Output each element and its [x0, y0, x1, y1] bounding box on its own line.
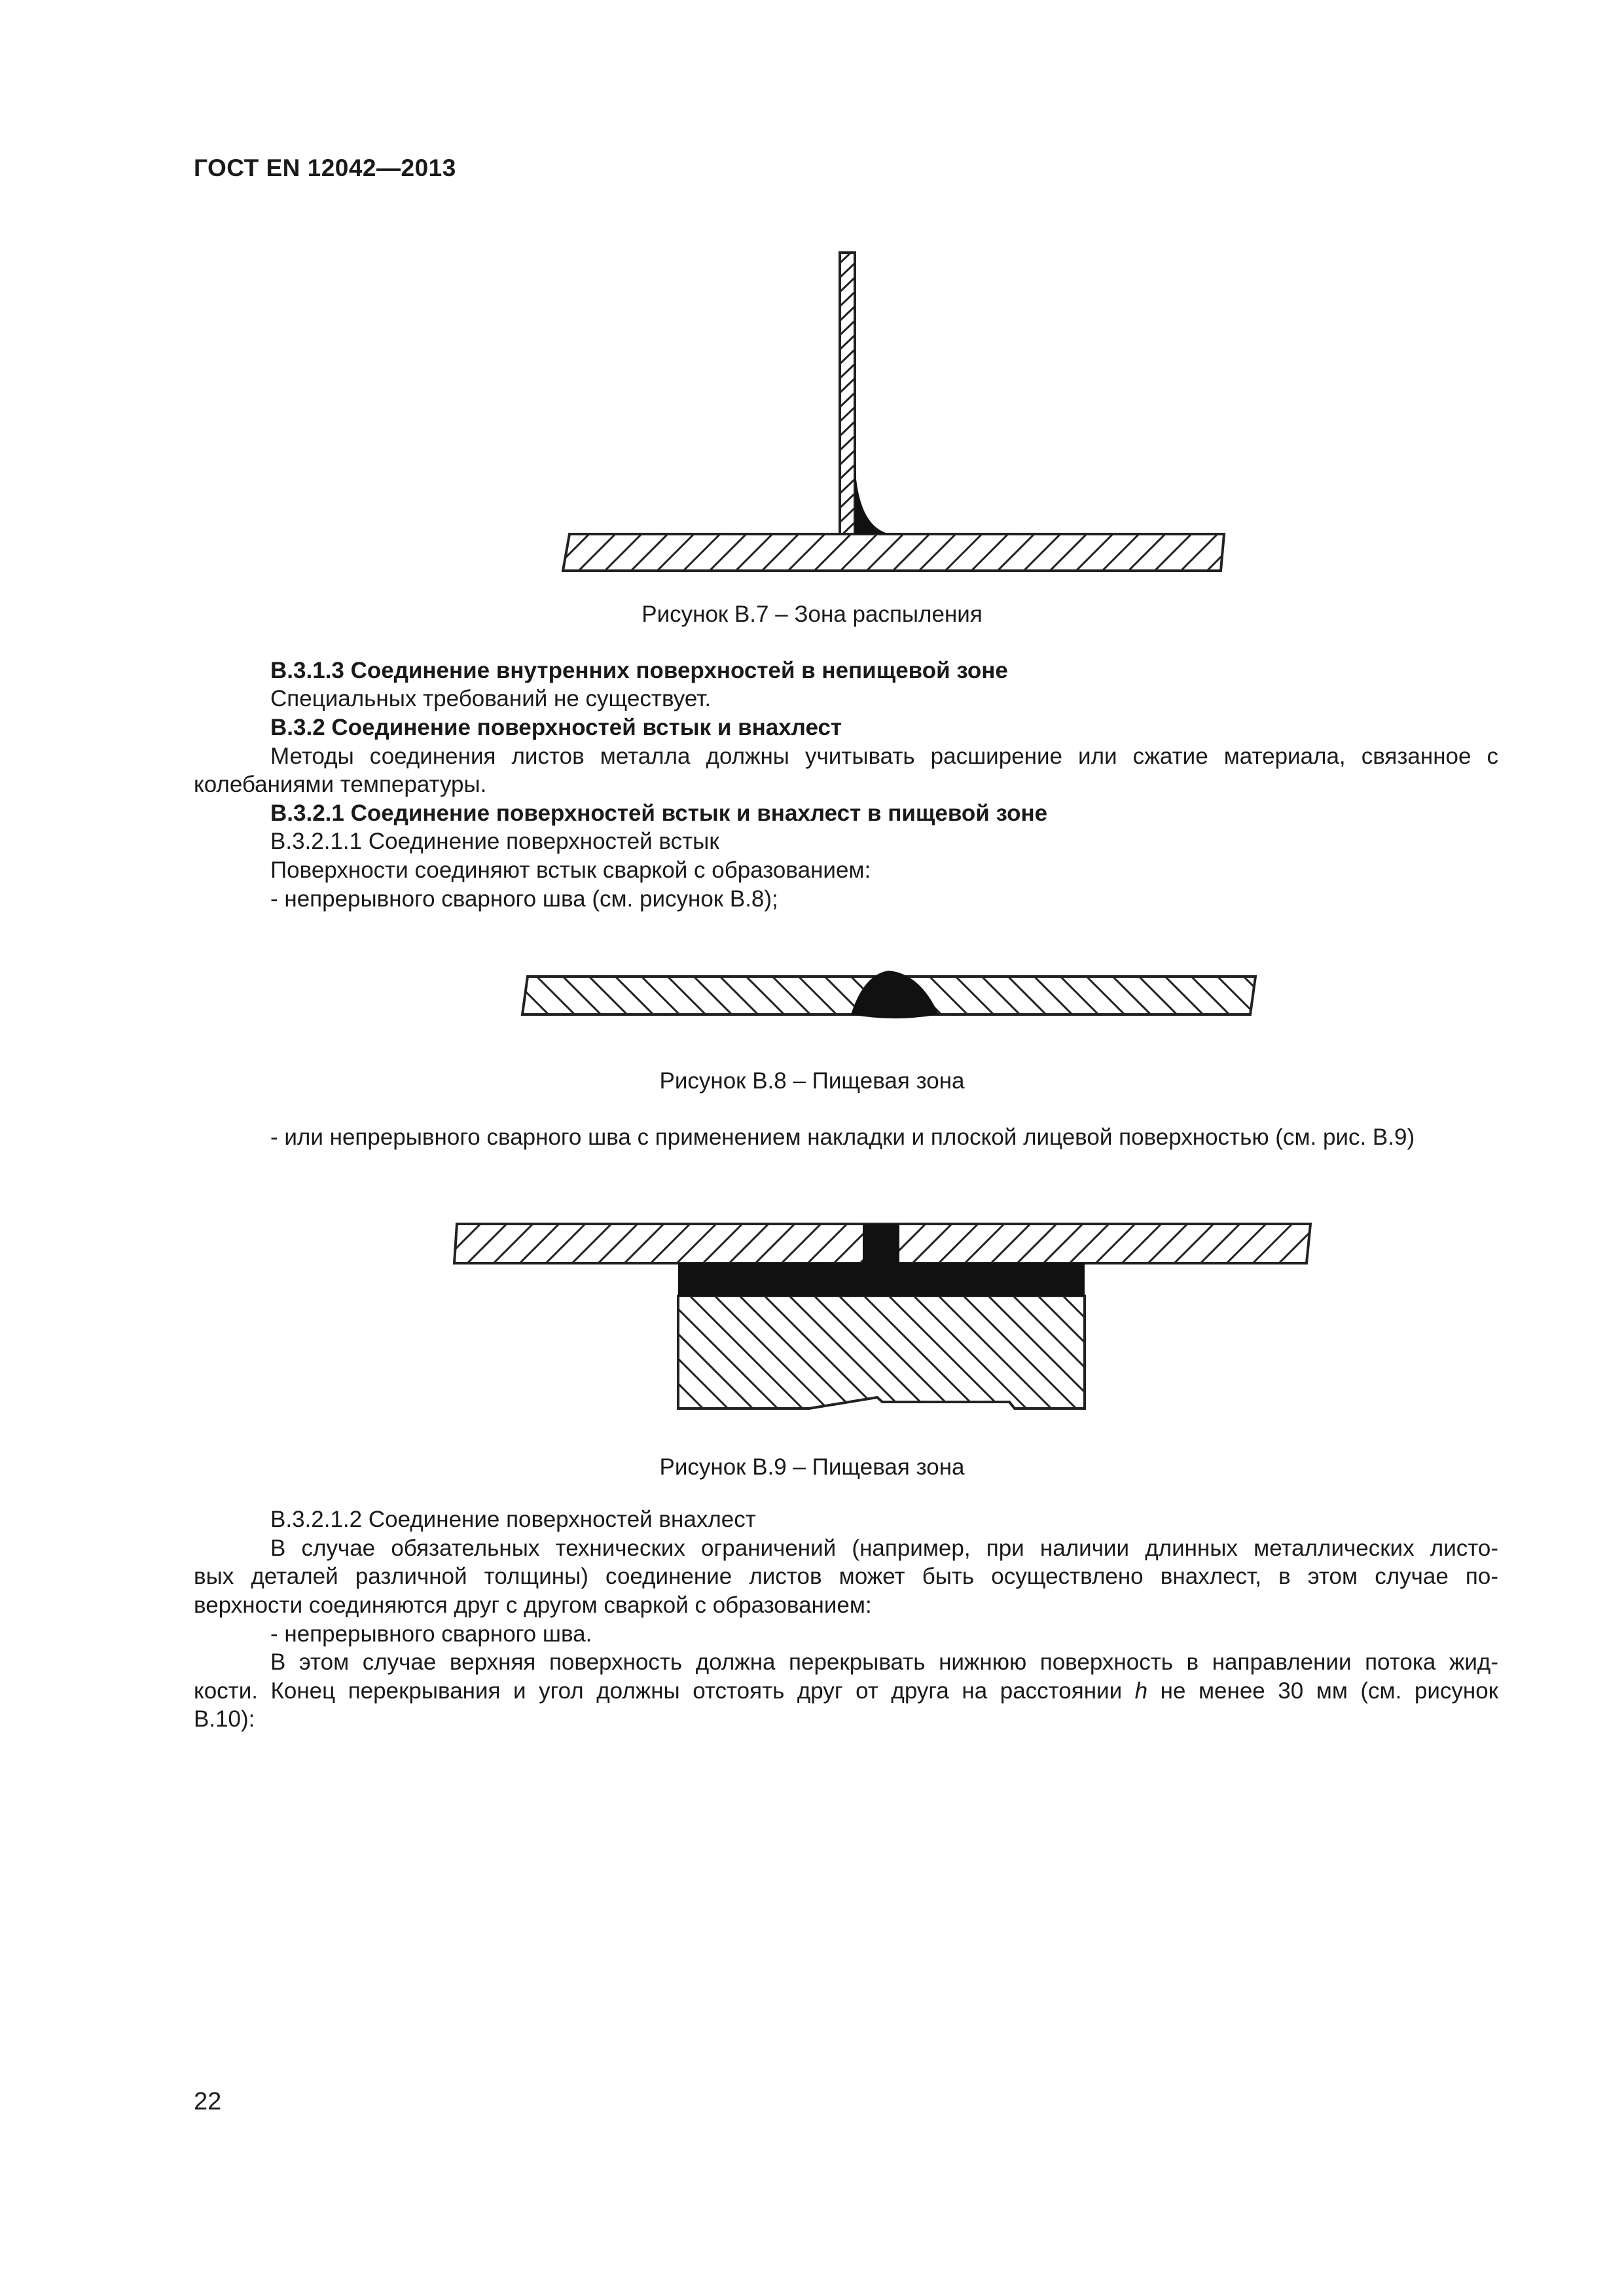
section-b3113-text: Специальных требований не существует.: [270, 686, 712, 711]
section-b3321-heading: В.3.2.1 Соединение поверхностей встык и внахлест в пищевой зоне: [270, 800, 1048, 826]
p2-line2-part-b: не менее 30 мм (см. рисунок: [1147, 1678, 1498, 1704]
section-b33212-p1-line2: вых деталей различной толщины) соединение листов может быть осуществлено внахлест, в этом случае по-: [194, 1564, 1498, 1589]
p2-line2-part-a: кости. Конец перекрывания и угол должны отстоять друг от друга на расстоянии: [194, 1678, 1135, 1704]
h-variable: h: [1134, 1678, 1148, 1704]
figure-b7-drawing: [550, 249, 1231, 589]
section-b33211-item2: - или непрерывного сварного шва с применением накладки и плоской лицевой поверхностью (см. рис. В.9): [270, 1124, 1415, 1150]
section-b33211-item1: - непрерывного сварного шва (см. рисунок В.8);: [270, 886, 778, 912]
section-b33212-p2-line2: [194, 1677, 1498, 1706]
page-number: 22: [194, 2088, 222, 2115]
document-code: ГОСТ EN 12042—2013: [194, 154, 456, 181]
figure-b8-caption: Рисунок В.8 – Пищевая зона: [659, 1068, 965, 1094]
section-b33211-text: Поверхности соединяют встык сваркой с образованием:: [270, 857, 871, 883]
section-b332-text-line2: колебаниями температуры.: [194, 772, 487, 797]
figure-b7-caption: Рисунок В.7 – Зона распыления: [641, 601, 983, 627]
section-b3113-heading: В.3.1.3 Соединение внутренних поверхностей в непищевой зоне: [270, 658, 1008, 683]
section-b33212-item1: - непрерывного сварного шва.: [270, 1621, 592, 1647]
section-b332-heading: В.3.2 Соединение поверхностей встык и внахлест: [270, 715, 842, 740]
figure-b9-drawing: [445, 1211, 1329, 1433]
section-b33212-p1-line1: В случае обязательных технических ограничений (например, при наличии длинных металлических листо-: [270, 1535, 1498, 1561]
section-b33212-heading: В.3.2.1.2 Соединение поверхностей внахлест: [270, 1507, 756, 1532]
section-b332-text-line1: Методы соединения листов металла должны учитывать расширение или сжатие материала, связанное с: [270, 744, 1498, 769]
section-b33212-p2-line3: В.10):: [194, 1706, 255, 1732]
figure-b9-caption: Рисунок В.9 – Пищевая зона: [659, 1454, 965, 1480]
section-b33212-p1-line3: верхности соединяются друг с другом сваркой с образованием:: [194, 1592, 872, 1618]
section-b33212-p2-line1: В этом случае верхняя поверхность должна перекрывать нижнюю поверхность в направлении потока жид-: [270, 1649, 1498, 1675]
figure-b8-drawing: [511, 962, 1270, 1054]
section-b33211-heading: В.3.2.1.1 Соединение поверхностей встык: [270, 829, 719, 854]
